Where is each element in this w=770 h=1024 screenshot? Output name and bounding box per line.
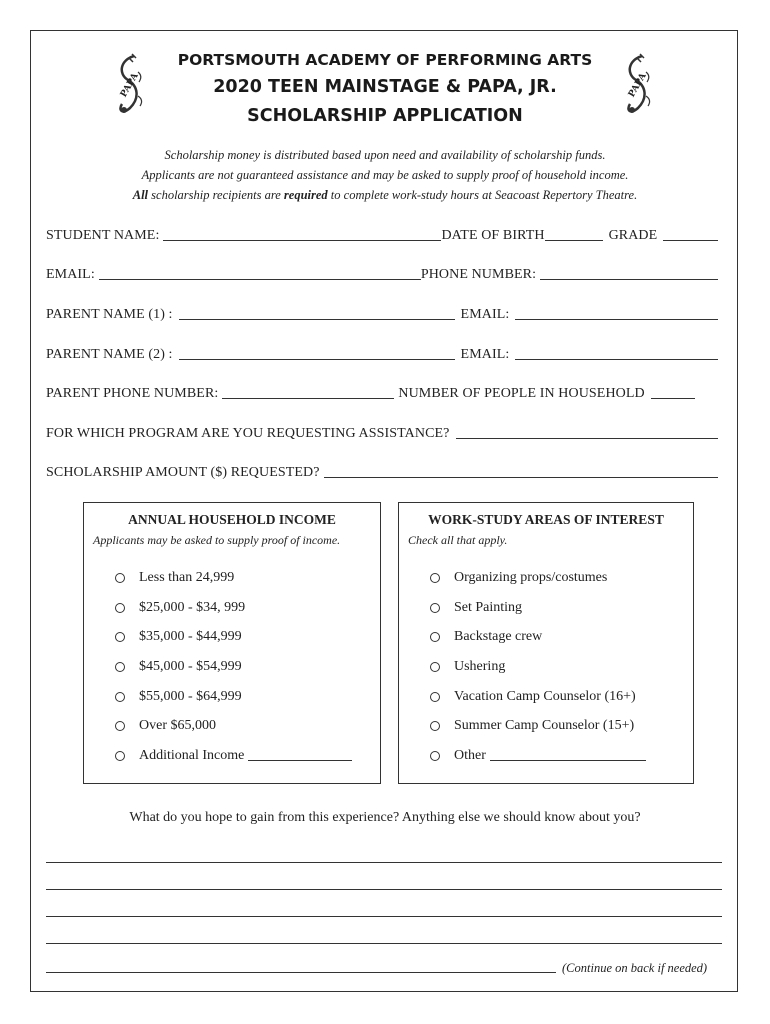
answer-line-5-row	[46, 958, 722, 976]
option-label: Set Painting	[454, 600, 523, 615]
option-label: Vacation Camp Counselor (16+)	[454, 689, 636, 704]
parent2-email-label: EMAIL:	[460, 347, 510, 362]
answer-line-3[interactable]	[46, 916, 722, 917]
row-parent2	[46, 345, 718, 363]
income-option-2[interactable]	[115, 599, 245, 617]
dob-field[interactable]	[545, 239, 603, 241]
household-label: NUMBER OF PEOPLE IN HOUSEHOLD	[398, 386, 645, 401]
answer-line-2[interactable]	[46, 889, 722, 890]
amount-field[interactable]	[324, 476, 718, 478]
workstudy-option-2[interactable]	[430, 599, 522, 617]
parent1-label: PARENT NAME (1) :	[46, 307, 173, 322]
intro-line-1: Scholarship money is distributed based upon need and availability of scholarship funds.	[164, 148, 606, 162]
income-option-5[interactable]	[115, 688, 242, 706]
phone-field[interactable]	[540, 278, 718, 280]
student-name-field[interactable]	[163, 239, 441, 241]
option-label: $35,000 - $44,999	[139, 629, 242, 644]
checkbox-icon[interactable]	[430, 721, 440, 731]
option-label: Over $65,000	[139, 718, 216, 733]
intro-text-b: to complete work-study hours at Seacoast Repertory Theatre.	[327, 188, 638, 202]
intro-text-a: scholarship recipients are	[148, 188, 284, 202]
workstudy-option-3[interactable]	[430, 628, 542, 646]
email-field[interactable]	[99, 278, 421, 280]
radio-icon[interactable]	[115, 751, 125, 761]
row-parent-phone	[46, 384, 718, 402]
checkbox-icon[interactable]	[430, 692, 440, 702]
parent1-field[interactable]	[179, 318, 455, 320]
grade-field[interactable]	[663, 239, 718, 241]
logo-text: PAPA	[118, 71, 141, 100]
checkbox-icon[interactable]	[430, 662, 440, 672]
logo-text-right: PAPA	[626, 71, 649, 100]
intro-line-2: Applicants are not guaranteed assistance and may be asked to supply proof of household income.	[141, 168, 629, 182]
amount-label: SCHOLARSHIP AMOUNT ($) REQUESTED?	[46, 465, 320, 480]
income-option-1[interactable]	[115, 569, 234, 587]
program-label: FOR WHICH PROGRAM ARE YOU REQUESTING ASSISTANCE?	[46, 426, 450, 441]
workstudy-option-1[interactable]	[430, 569, 607, 587]
option-label: Additional Income	[139, 748, 245, 763]
application-title: SCHOLARSHIP APPLICATION	[247, 106, 523, 126]
row-parent1	[46, 305, 718, 323]
other-field[interactable]	[490, 759, 646, 761]
checkbox-icon[interactable]	[430, 603, 440, 613]
workstudy-option-7[interactable]	[430, 747, 646, 765]
workstudy-title: WORK-STUDY AREAS OF INTEREST	[428, 512, 664, 527]
parent1-email-field[interactable]	[515, 318, 718, 320]
checkbox-icon[interactable]	[430, 573, 440, 583]
grade-label: GRADE	[608, 228, 658, 243]
option-label: Organizing props/costumes	[454, 570, 608, 585]
option-label: Other	[454, 748, 486, 763]
income-option-4[interactable]	[115, 658, 242, 676]
household-field[interactable]	[651, 397, 695, 399]
radio-icon[interactable]	[115, 603, 125, 613]
row-amount	[46, 463, 718, 481]
checkbox-icon[interactable]	[430, 632, 440, 642]
intro-line-3	[0, 188, 770, 203]
parent2-email-field[interactable]	[515, 358, 718, 360]
answer-line-4[interactable]	[46, 943, 722, 944]
radio-icon[interactable]	[115, 632, 125, 642]
phone-label: PHONE NUMBER:	[420, 267, 537, 282]
income-option-6[interactable]	[115, 717, 216, 735]
continue-note: (Continue on back if needed)	[562, 961, 708, 975]
workstudy-subtitle: Check all that apply.	[408, 533, 508, 547]
workstudy-option-4[interactable]	[430, 658, 505, 676]
dob-label: DATE OF BIRTH	[441, 228, 545, 243]
intro-all: All	[132, 188, 149, 202]
row-email	[46, 265, 718, 283]
program-title: 2020 TEEN MAINSTAGE & PAPA, JR.	[213, 77, 557, 97]
workstudy-box	[398, 502, 694, 784]
income-option-3[interactable]	[115, 628, 242, 646]
radio-icon[interactable]	[115, 662, 125, 672]
student-name-label: STUDENT NAME:	[46, 228, 160, 243]
answer-line-5[interactable]	[46, 971, 556, 973]
option-label: $25,000 - $34, 999	[139, 600, 246, 615]
radio-icon[interactable]	[115, 573, 125, 583]
academy-title: PORTSMOUTH ACADEMY OF PERFORMING ARTS	[177, 51, 593, 69]
income-subtitle: Applicants may be asked to supply proof of income.	[93, 533, 341, 547]
option-label: $55,000 - $64,999	[139, 689, 242, 704]
email-label: EMAIL:	[46, 267, 95, 282]
intro-required: required	[283, 188, 328, 202]
answer-line-1[interactable]	[46, 862, 722, 863]
radio-icon[interactable]	[115, 692, 125, 702]
row-student	[46, 226, 718, 244]
option-label: Summer Camp Counselor (15+)	[454, 718, 635, 733]
parent-phone-field[interactable]	[222, 397, 394, 399]
checkbox-icon[interactable]	[430, 751, 440, 761]
option-label: Backstage crew	[454, 629, 543, 644]
parent2-label: PARENT NAME (2) :	[46, 347, 173, 362]
option-label: Less than 24,999	[139, 570, 235, 585]
parent-phone-label: PARENT PHONE NUMBER:	[46, 386, 219, 401]
radio-icon[interactable]	[115, 721, 125, 731]
parent1-email-label: EMAIL:	[460, 307, 510, 322]
program-field[interactable]	[456, 437, 719, 439]
income-option-7[interactable]	[115, 747, 352, 765]
row-program	[46, 424, 718, 442]
income-title: ANNUAL HOUSEHOLD INCOME	[128, 512, 336, 527]
parent2-field[interactable]	[179, 358, 455, 360]
question-text: What do you hope to gain from this experience? Anything else we should know about you?	[129, 810, 641, 825]
additional-income-field[interactable]	[248, 759, 352, 761]
income-box	[83, 502, 381, 784]
workstudy-option-5[interactable]	[430, 688, 636, 706]
option-label: Ushering	[454, 659, 506, 674]
workstudy-option-6[interactable]	[430, 717, 634, 735]
option-label: $45,000 - $54,999	[139, 659, 242, 674]
